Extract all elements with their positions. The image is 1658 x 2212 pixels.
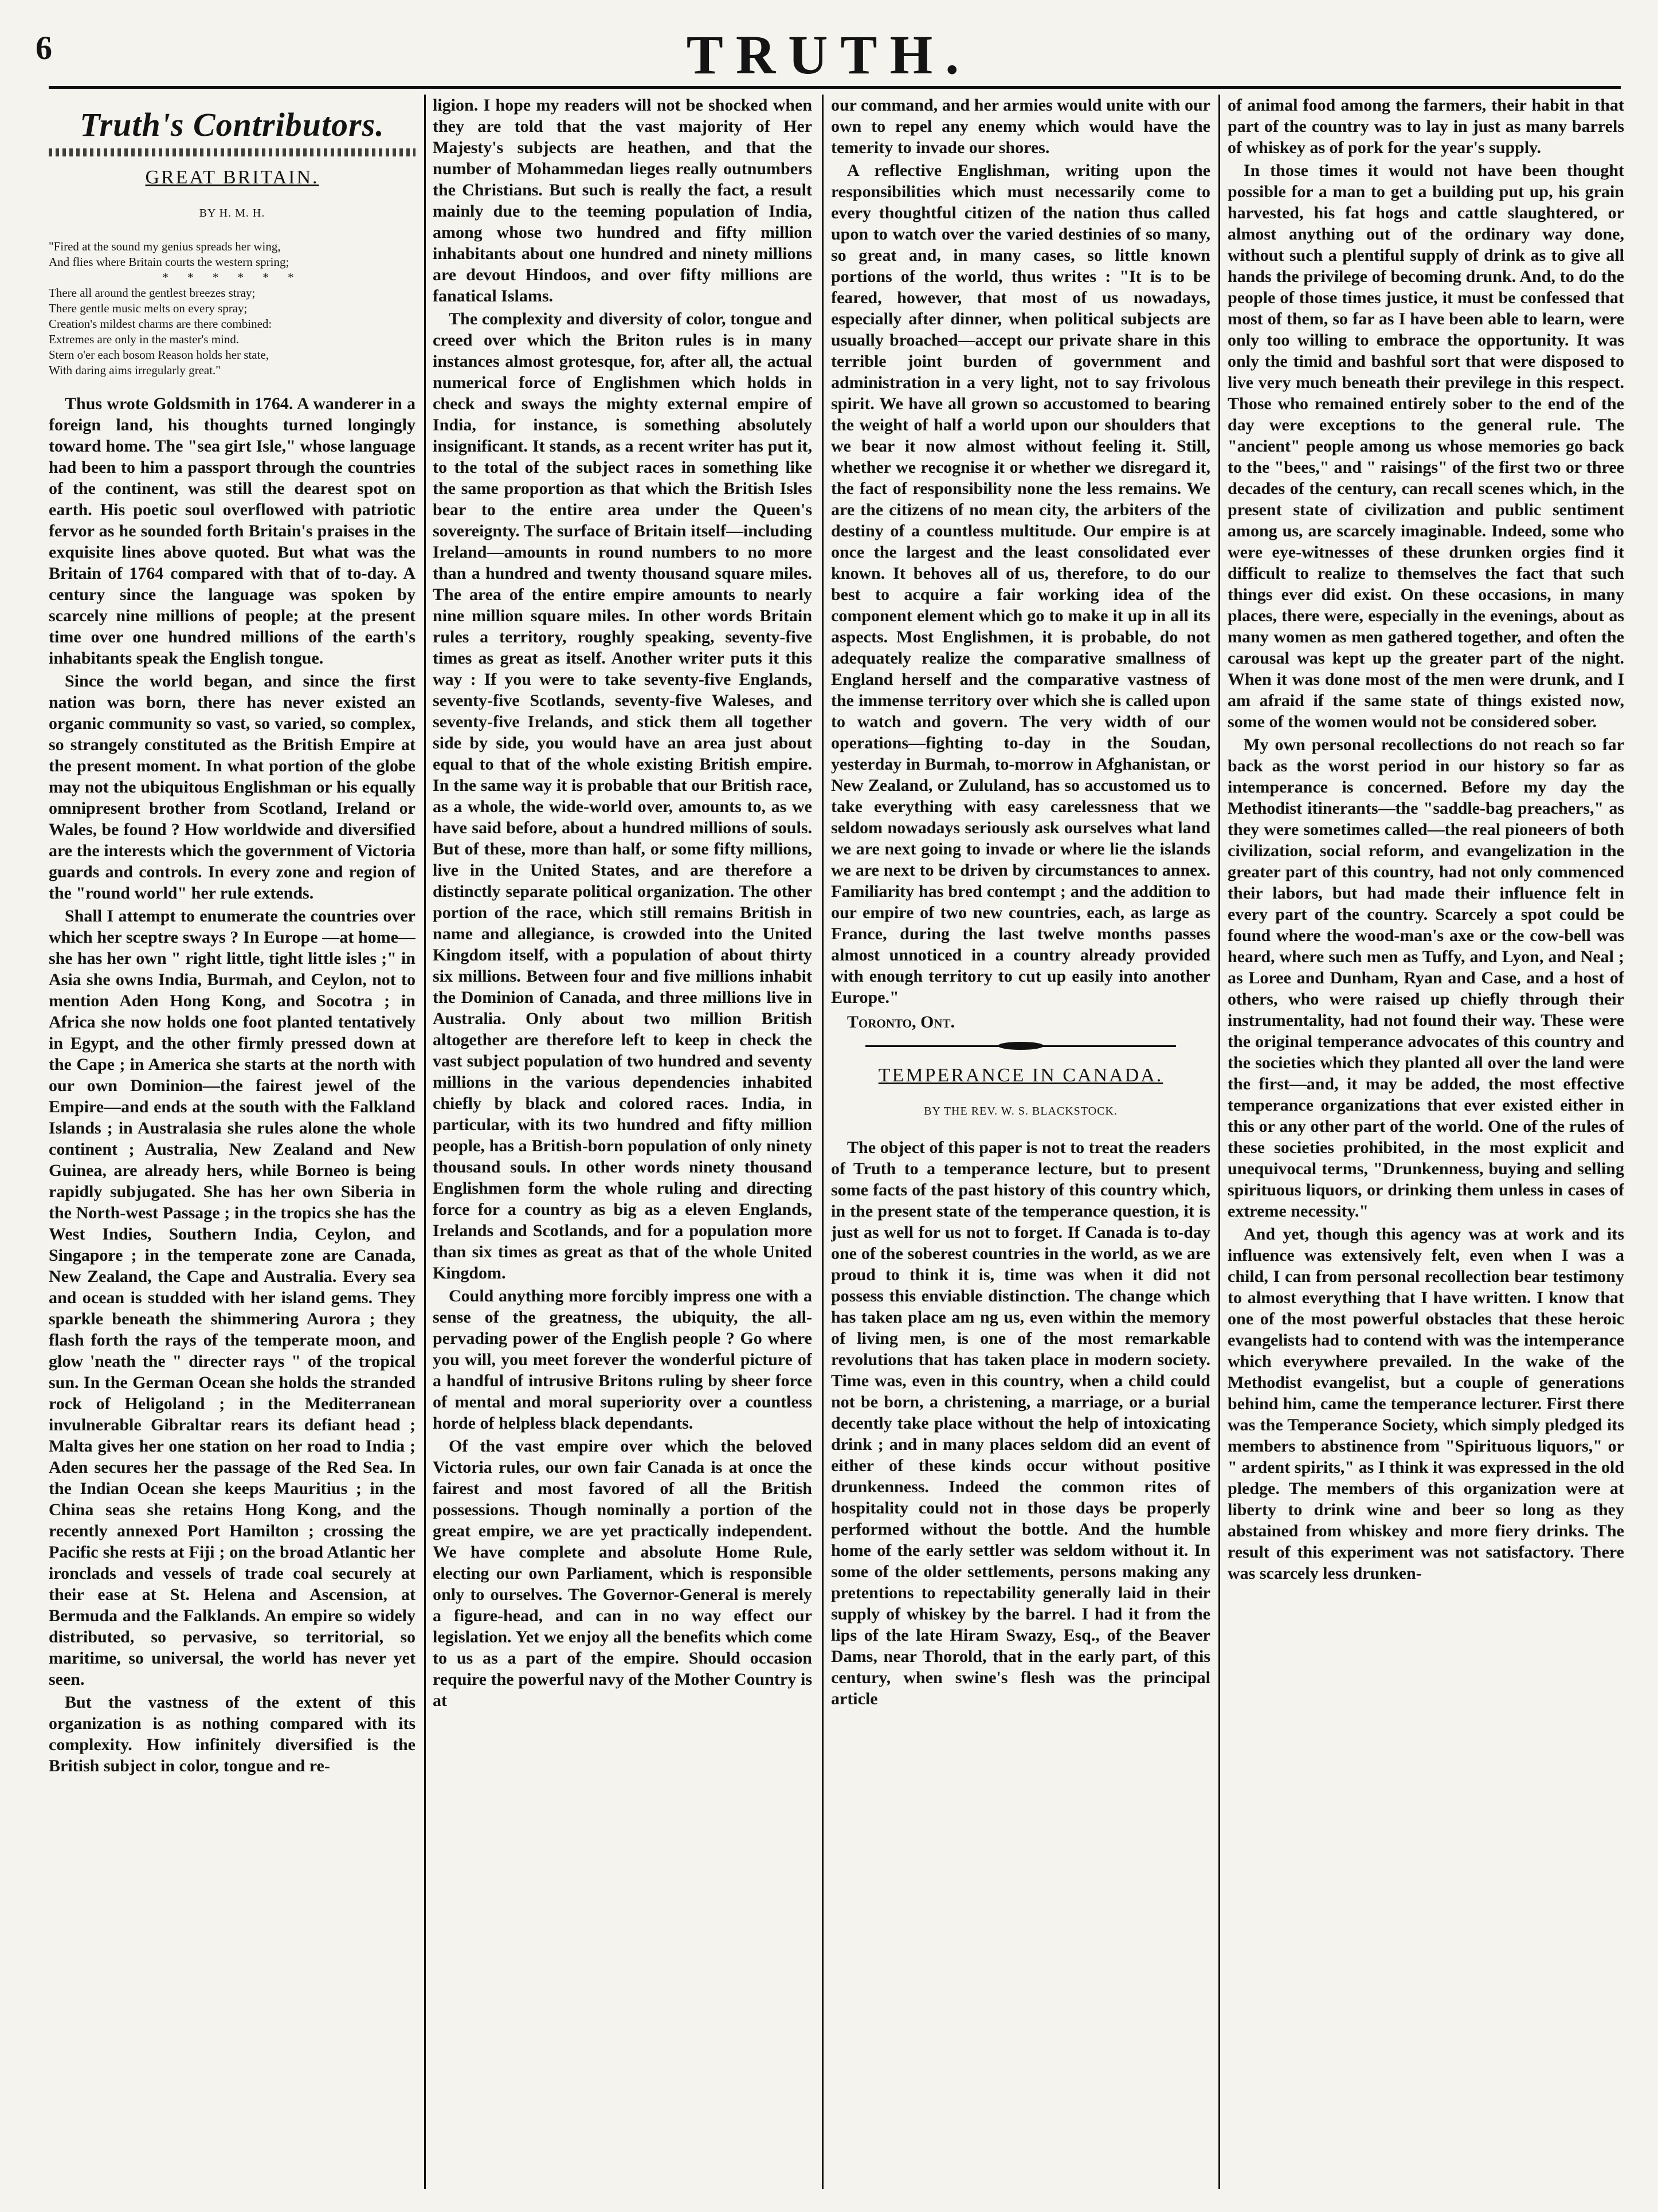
- ornamental-rule: [831, 1042, 1210, 1050]
- poem-line: Extremes are only in the master's mind.: [49, 332, 240, 346]
- paragraph: Shall I attempt to enumerate the countries over which her sceptre sways ? In Europe —at home—she has her own " right little, tight little isles ;" in Asia she owns India, Burmah, and Ceylon, not to mention Aden Hong Kong, and Socotra ; in Africa she now holds one foot planted tentatively in Egypt, and the other firmly pressed down at the Cape ; in America she starts at the north with our own Dominion—the fairest jewel of the Empire—and ends at the south with the Falkland Islands ; in Australasia she rules alone the whole continent ; Australia, New Zealand and New Guinea, are already hers, while Borneo is being rapidly subjugated. She has her own Siberia in the North-west Passage ; in the tropics she has the West Indies, Southern India, Ceylon, and Singapore ; in the temperate zone are Canada, New Zealand, the Cape and Australia. Every sea and ocean is studded with her island gems. They sparkle beneath the shimmering Aurora ; they flash forth the rays of the temperate moon, and glow 'neath the " directer rays " of the tropical sun. In the German Ocean she holds the stranded rock of Heligoland ; in the Mediterranean invulnerable Gibraltar rears its defiant head ; Malta gives her one station on her road to India ; Aden secures her the passage of the Red Sea. In the Indian Ocean she keeps Mauritius ; in the China seas she retains Hong Kong, and the recently annexed Port Hamilton ; crossing the Pacific she rests at Fiji ; on the broad Atlantic her ironclads and vessels of trade coal securely at their ease at St. Helena and Ascension, at Bermuda and the Falklands. An empire so widely distributed, so pervasive, so territorial, so maritime, so universal, the world has never yet seen.: [49, 907, 416, 1689]
- column-divider: [424, 95, 426, 2189]
- paragraph: Since the world began, and since the first nation was born, there has never existed an organic community so vast, so varied, so complex, so strangely constituted as the British Empire at the present moment. In what portion of the globe may not the ubiquitous Englishman or his equally omnipresent brother from Scotland, Ireland or Wales, be found ? How worldwide and diversified are the interests which the government of Victoria guards and controls. In every zone and region of the "round world" her rule extends.: [49, 672, 416, 903]
- poem-line: "Fired at the sound my genius spreads her wing,: [49, 240, 281, 253]
- paragraph: In those times it would not have been thought possible for a man to get a building put up, his grain harvested, his fat hogs and cattle slaughtered, or almost anything out of the ordinary way done, without such a plentiful supply of drink as to give all hands the privilege of becoming drunk. And, to do the people of those times justice, it must be confessed that most of them, so far as I have been able to learn, were only too willing to embrace the opportunity. It was only the timid and bashful sort that were disposed to live very much beneath their previlege in this respect. Those who remained entirely sober to the end of the day were exceptions to the general rule. The "ancient" people among us whose memories go back to the "bees," and " raisings" of the first two or three decades of the century, can recall scenes which, in the present state of civilization and public sentiment among us, are scarcely imaginable. Indeed, some who were eye-witnesses of these drunken orgies find it difficult to realize to themselves the fact that such things ever did exist. On these occasions, in many places, there were, especially in the evenings, about as many women as men gathered together, and often the carousal was kept up the greater part of the night. When it was done most of the men were drunk, and I am afraid if the same state of things existed now, some of the women would not be considered sober.: [1228, 161, 1624, 731]
- column-divider: [1218, 95, 1220, 2189]
- byline: BY THE REV. W. S. BLACKSTOCK.: [924, 1105, 1118, 1117]
- column-3: [831, 95, 1210, 2186]
- paragraph: The complexity and diversity of color, tongue and creed over which the Briton rules is in many instances almost grotesque, for, after all, the actual numerical force of Englishmen which holds in check and sways the mighty external empire of India, for instance, is something absolutely insignificant. It stands, as a recent writer has put it, to the total of the subject races in something like the same proportion as that which the British Isles bear to the entire area under the Queen's sovereignty. The surface of Britain itself—including Ireland—amounts in round numbers to no more than a hundred and twenty thousand square miles. The area of the entire empire amounts to nearly nine million square miles. In other words Britain rules a territory, roughly speaking, seventy-five times as great as itself. Another writer puts it this way : If you were to take seventy-five Englands, seventy-five Scotlands, seventy-five Waleses, and seventy-five Irelands, and stick them all together side by side, you would have an area just about equal to that of the whole existing British empire. In the same way it is probable that our British race, as a whole, the wide-world over, amounts to, as we have said before, about a hundred millions of souls. But of these, more than half, or some fifty millions, live in the United States, and are therefore a distinctly separate political organization. The other portion of the race, which still remains British in name and allegiance, is crowded into the United Kingdom itself, with a population of about thirty six millions. Between four and five millions inhabit the Dominion of Canada, and three millions live in Australia. Only about two million British altogether are therefore left to keep in check the vast subject population of two hundred and seventy millions in the various dependencies inhabited chiefly by black and colored races. India, in particular, with its two hundred and fifty million people, has a British-born population of only ninety thousand souls. In other words ninety thousand Englishmen form the whole ruling and directing force for a country as big as a eleven Englands, Irelands and Scotlands, and for a population more than six times as great as that of the whole United Kingdom.: [433, 309, 812, 1283]
- poem-line: Creation's mildest charms are there combined:: [49, 317, 272, 331]
- epigraph-poem: [49, 239, 416, 378]
- byline: BY H. M. H.: [199, 207, 265, 219]
- column-1: [49, 95, 416, 2186]
- wavy-rule: [49, 148, 416, 156]
- column-divider: [822, 95, 824, 2189]
- article-heading-temperance: TEMPERANCE IN CANADA.: [878, 1065, 1163, 1086]
- section-title: Truth's Contributors.: [80, 106, 385, 143]
- poem-line: With daring aims irregularly great.": [49, 363, 221, 377]
- paragraph: And yet, though this agency was at work and its influence was extensively felt, even when I was a child, I can from personal recollection bear testimony to almost everything that I have written. I know that one of the most powerful obstacles that these heroic evangelists had to contend with was the intemperance which everywhere prevailed. In the wake of the Methodist evangelist, but a couple of generations behind him, came the temperance lecturer. First there was the Temperance Society, which simply pledged its members to abstinence from "Spirituous liquors," or " ardent spirits," as I think it was expressed in the old pledge. The members of this organization were at liberty to drink wine and beer so long as they abstained from whiskey and more fiery drinks. The result of this experiment was not satisfactory. There was scarcely less drunken-: [1228, 1225, 1624, 1583]
- paragraph: Of the vast empire over which the beloved Victoria rules, our own fair Canada is at once the fairest and most favored of all the British possessions. Though nominally a portion of the great empire, we are yet practically independent. We have complete and absolute Home Rule, electing our own Parliament, which is responsible only to ourselves. The Governor-General is merely a figure-head, and can in no way effect our legislation. Yet we enjoy all the benefits which come to us as a part of the empire. Should occasion require the powerful navy of the Mother Country is at: [433, 1437, 812, 1710]
- paragraph: of animal food among the farmers, their habit in that part of the country was to lay in just as many barrels of whiskey as of pork for the year's supply.: [1228, 96, 1624, 157]
- article-signoff: Toronto, Ont.: [847, 1013, 955, 1032]
- paragraph: Thus wrote Goldsmith in 1764. A wanderer in a foreign land, his thoughts turned longingly toward home. The "sea girt Isle," whose language had been to him a passport through the countries of the continent, was still the dearest spot on earth. His poetic soul overflowed with patriotic fervor as he sounded forth Britain's praises in the exquisite lines above quoted. But what was the Britain of 1764 compared with that of to-day. A century since the language was spoken by scarcely nine millions of people; at the present time over one hundred millions of the earth's inhabitants speak the English tongue.: [49, 394, 416, 668]
- paragraph: our command, and her armies would unite with our own to repel any enemy which would have the temerity to invade our shores.: [831, 96, 1210, 157]
- masthead-title: TRUTH.: [686, 24, 972, 85]
- paragraph: ligion. I hope my readers will not be shocked when they are told that the vast majority of Her Majesty's subjects are heathen, and that the number of Mohammedan lieges really outnumbers the Christians. But such is really the fact, a result mainly due to the teeming population of India, among whose two hundred and fifty million inhabitants about one hundred and ninety millions are devout Hindoos, and over fifty millions are fanatical Islams.: [433, 96, 812, 305]
- page-number: 6: [36, 29, 52, 66]
- paragraph: Could anything more forcibly impress one with a sense of the greatness, the ubiquity, the all-pervading power of the English people ? Go where you will, you meet forever the wonderful picture of a handful of intrusive Britons ruling by sheer force of mental and moral superiority over a countless horde of helpless black dependants.: [433, 1287, 812, 1433]
- paragraph: A reflective Englishman, writing upon the responsibilities which must necessarily come to every thoughtful citizen of the nation thus called upon to watch over the varied destinies of so many, so great and, in many cases, so little known portions of the world, thus writes : "It is to be feared, however, that most of us nowadays, especially after dinner, when political subjects are usually broached—accept our private share in this terrible joint burden of government and administration in a very light, not to say frivolous spirit. We have all grown so accustomed to bearing the weight of half a world upon our shoulders that we bear it now almost without feeling it. Still, whether we recognise it or whether we disregard it, the fact of responsibility none the less remains. We are the citizens of no mean city, the arbiters of the destiny of a countless multitude. Our empire is at once the largest and the least consolidated ever known. It behoves all of us, therefore, to do our best to acquire a fair working idea of the component element which go to make it up in all its aspects. Most Englishmen, it is probable, do not adequately realize the comparative smallness of England herself and the comparative vastness of the immense territory over which she is called upon to watch and govern. The very width of our operations—fighting to-day in the Soudan, yesterday in Burmah, to-morrow in Afghanistan, or New Zealand, or Zululand, has so accustomed us to take everything with easy carelessness that we seldom nowadays seriously ask ourselves what land we are next going to invade or where lie the islands we are next to be driven by circumstances to annex. Familiarity has bred contempt ; and the addition to our empire of two new countries, each, as large as France, during the last twelve months passes almost unnoticed in a country already provided with enough territory to cut up easily into another Europe.": [831, 161, 1210, 1007]
- poem-line: There gentle music melts on every spray;: [49, 301, 248, 315]
- paragraph: The object of this paper is not to treat the readers of Truth to a temperance lecture, but to present some facts of the past history of this country which, in the present state of the temperance question, it is just as well for us not to forget. If Canada is to-day one of the soberest countries in the world, as we are proud to think it is, time was when it did not possess this enviable distinction. The change which has taken place am ng us, even within the memory of living men, is one of the most remarkable revolutions that has taken place in modern society. Time was, even in this country, when a child could not be born, a christening, a marriage, or a burial decently take place without the help of intoxicating drink ; and in many places seldom did an event of either of these kinds occur without positive drunkenness. Indeed the common rites of hospitality could not in those days be properly performed without the bottle. And the humble home of the early settler was seldom without it. In some of the older settlements, persons making any pretentions to repectability generally laid in their supply of whiskey by the barrel. I had it from the lips of the late Hiram Swazy, Esq., of the Beaver Dams, near Thorold, that in the early part, of this century, when swine's flesh was the principal article: [831, 1138, 1210, 1708]
- poem-line: There all around the gentlest breezes stray;: [49, 286, 256, 300]
- column-4: [1228, 95, 1624, 2186]
- paragraph: My own personal recollections do not reach so far back as the worst period in our history so far as intemperance is concerned. Before my day the Methodist itinerants—the "saddle-bag preachers," as they were sometimes called—the real pioneers of both civilization, social reform, and evangelization in the greater part of this country, had not only commenced their labors, but had made their influence felt in every part of the country. Scarcely a spot could be found where the wood-man's axe or the cow-bell was heard, where such men as Tuffy, and Lyon, and Neal ; as Loree and Dunham, Ryan and Case, and a host of others, who were raised up chiefly through their instrumentality, had not found their way. These were the original temperance advocates of this country and the societies which they planted all over the land were the first—and, it may be added, the most effective temperance organizations that ever existed either in this or any other part of the world. One of the rules of these societies prohibited, in the most explicit and unequivocal terms, "Drunkenness, buying and selling spirituous liquors, or drinking them unless in cases of extreme necessity.": [1228, 735, 1624, 1221]
- paragraph: But the vastness of the extent of this organization is as nothing compared with its complexity. How infinitely diversified is the British subject in color, tongue and re-: [49, 1693, 416, 1775]
- article-heading-great-britain: GREAT BRITAIN.: [145, 167, 319, 188]
- poem-line: Stern o'er each bosom Reason holds her state,: [49, 348, 269, 362]
- poem-line: And flies where Britain courts the western spring;: [49, 255, 289, 269]
- header-rule: [49, 86, 1621, 89]
- column-2: [433, 95, 812, 2186]
- poem-line: * * * * * *: [162, 270, 302, 284]
